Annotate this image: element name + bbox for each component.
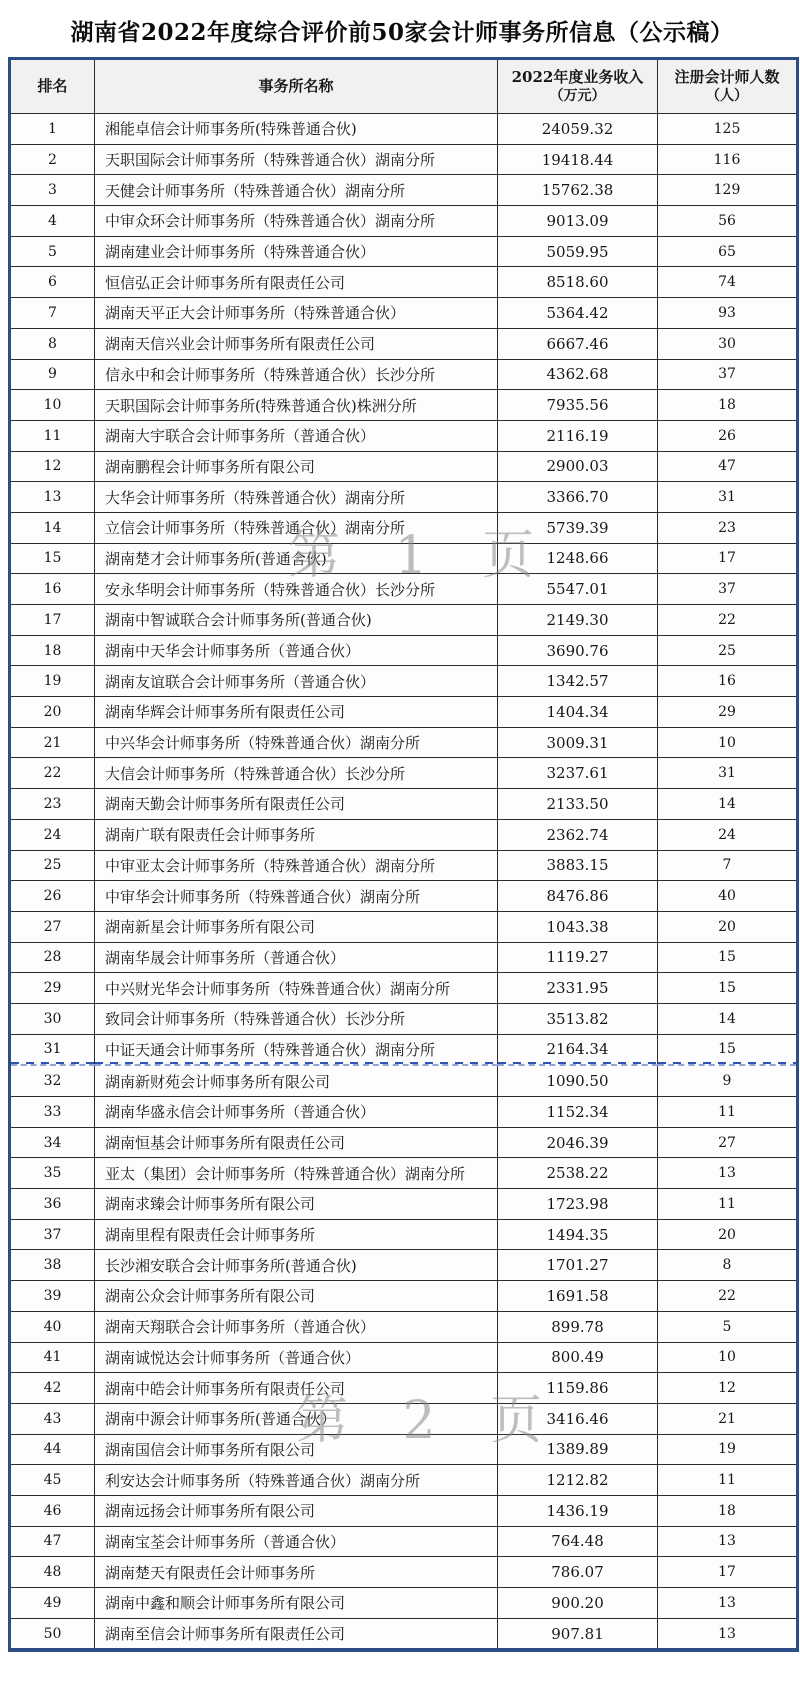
rank-cell: 49 [10,1588,95,1619]
rank-cell: 45 [10,1465,95,1496]
table-row [10,175,798,206]
page-title: 湖南省2022年度综合评价前50家会计师事务所信息（公示稿） [70,19,734,46]
cpa-count-cell: 27 [658,1127,798,1158]
firm-name-cell: 天职国际会计师事务所(特殊普通合伙)株洲分所 [95,390,498,421]
firm-name-cell: 湖南华辉会计师事务所有限责任公司 [95,697,498,728]
rank-cell: 36 [10,1189,95,1220]
rank-cell: 32 [10,1065,95,1096]
firm-name-cell: 中审亚太会计师事务所（特殊普通合伙）湖南分所 [95,850,498,881]
rank-cell: 41 [10,1342,95,1373]
revenue-cell: 3237.61 [498,758,658,789]
cpa-count-cell: 19 [658,1434,798,1465]
table-row [10,1281,798,1312]
revenue-cell: 5364.42 [498,298,658,329]
table-row [10,605,798,636]
rank-cell: 21 [10,727,95,758]
revenue-cell: 8518.60 [498,267,658,298]
cpa-count-cell: 15 [658,1034,798,1065]
table-row [10,390,798,421]
firm-name-cell: 湖南中鑫和顺会计师事务所有限公司 [95,1588,498,1619]
firm-name-cell: 湖南中源会计师事务所(普通合伙） [95,1403,498,1434]
column-header-revenue-label: 2022年度业务收入 [511,67,644,86]
table-row [10,911,798,942]
table-row [10,267,798,298]
rank-cell: 43 [10,1403,95,1434]
firm-name-cell: 大华会计师事务所（特殊普通合伙）湖南分所 [95,482,498,513]
firm-name-cell: 湖南国信会计师事务所有限公司 [95,1434,498,1465]
rank-cell: 19 [10,666,95,697]
watermark-page-2: 第 2 页 [296,1391,547,1451]
cpa-count-cell: 18 [658,1495,798,1526]
firm-name-cell: 湖南求臻会计师事务所有限公司 [95,1189,498,1220]
revenue-cell: 1090.50 [498,1065,658,1096]
table-row [10,666,798,697]
firm-name-cell: 湖南楚才会计师事务所(普通合伙) [95,543,498,574]
cpa-count-cell: 5 [658,1311,798,1342]
cpa-count-cell: 93 [658,298,798,329]
revenue-cell: 1342.57 [498,666,658,697]
revenue-cell: 899.78 [498,1311,658,1342]
rank-cell: 46 [10,1495,95,1526]
firm-name-cell: 湖南远扬会计师事务所有限公司 [95,1495,498,1526]
table-row [10,420,798,451]
table-row [10,328,798,359]
table-row [10,850,798,881]
column-header-revenue [498,59,658,114]
firm-name-cell: 中审众环会计师事务所（特殊普通合伙）湖南分所 [95,206,498,237]
rank-cell: 6 [10,267,95,298]
table-row [10,789,798,820]
revenue-cell: 2362.74 [498,819,658,850]
rank-cell: 44 [10,1434,95,1465]
revenue-cell: 19418.44 [498,144,658,175]
cpa-count-cell: 40 [658,881,798,912]
rank-cell: 4 [10,206,95,237]
cpa-count-cell: 129 [658,175,798,206]
revenue-cell: 907.81 [498,1618,658,1650]
table-row [10,1618,798,1650]
table-row [10,1465,798,1496]
table-row [10,819,798,850]
firm-name-cell: 湖南中天华会计师事务所（普通合伙） [95,635,498,666]
revenue-cell: 1043.38 [498,911,658,942]
firm-name-cell: 湖南中智诚联合会计师事务所(普通合伙) [95,605,498,636]
rank-cell: 50 [10,1618,95,1650]
revenue-cell: 2149.30 [498,605,658,636]
table-row [10,1311,798,1342]
table-row [10,144,798,175]
firm-name-cell: 湖南诚悦达会计师事务所（普通合伙） [95,1342,498,1373]
cpa-count-cell: 20 [658,911,798,942]
revenue-cell: 1436.19 [498,1495,658,1526]
firm-name-cell: 亚太（集团）会计师事务所（特殊普通合伙）湖南分所 [95,1158,498,1189]
column-header-cpa-count-unit: （人） [706,88,748,105]
firm-name-cell: 中证天通会计师事务所（特殊普通合伙）湖南分所 [95,1034,498,1065]
firm-name-cell: 天健会计师事务所（特殊普通合伙）湖南分所 [95,175,498,206]
rank-cell: 5 [10,236,95,267]
rank-cell: 18 [10,635,95,666]
rank-cell: 14 [10,512,95,543]
revenue-cell: 7935.56 [498,390,658,421]
revenue-cell: 3366.70 [498,482,658,513]
rank-cell: 12 [10,451,95,482]
firm-name-cell: 湖南天翔联合会计师事务所（普通合伙） [95,1311,498,1342]
firm-name-cell: 湖南公众会计师事务所有限公司 [95,1281,498,1312]
table-row [10,1588,798,1619]
rank-cell: 30 [10,1003,95,1034]
table-row [10,1158,798,1189]
revenue-cell: 1691.58 [498,1281,658,1312]
rank-cell: 23 [10,789,95,820]
cpa-count-cell: 37 [658,359,798,390]
firm-name-cell: 中审华会计师事务所（特殊普通合伙）湖南分所 [95,881,498,912]
column-header-cpa-count-label: 注册会计师人数 [674,67,780,86]
revenue-cell: 1494.35 [498,1219,658,1250]
table-row [10,114,798,145]
firm-name-cell: 湖南天勤会计师事务所有限责任公司 [95,789,498,820]
firm-name-cell: 天职国际会计师事务所（特殊普通合伙）湖南分所 [95,144,498,175]
table-row [10,1250,798,1281]
table-row [10,1097,798,1128]
table-row [10,1219,798,1250]
table-row [10,635,798,666]
table-row [10,236,798,267]
cpa-count-cell: 23 [658,512,798,543]
cpa-count-cell: 26 [658,420,798,451]
table-row [10,574,798,605]
firm-name-cell: 湖南楚天有限责任会计师事务所 [95,1557,498,1588]
rank-cell: 16 [10,574,95,605]
revenue-cell: 9013.09 [498,206,658,237]
table-row [10,1003,798,1034]
cpa-count-cell: 22 [658,1281,798,1312]
table-row [10,298,798,329]
revenue-cell: 24059.32 [498,114,658,145]
firm-name-cell: 湖南天平正大会计师事务所（特殊普通合伙） [95,298,498,329]
rank-cell: 33 [10,1097,95,1128]
rank-cell: 1 [10,114,95,145]
cpa-count-cell: 15 [658,973,798,1004]
cpa-count-cell: 65 [658,236,798,267]
table-row [10,543,798,574]
revenue-cell: 764.48 [498,1526,658,1557]
header-row [10,59,798,114]
cpa-count-cell: 29 [658,697,798,728]
revenue-cell: 1119.27 [498,942,658,973]
cpa-count-cell: 10 [658,727,798,758]
cpa-count-cell: 11 [658,1189,798,1220]
firm-name-cell: 立信会计师事务所（特殊普通合伙）湖南分所 [95,512,498,543]
firm-name-cell: 长沙湘安联合会计师事务所(普通合伙) [95,1250,498,1281]
firm-name-cell: 湖南天信兴业会计师事务所有限责任公司 [95,328,498,359]
table-row [10,942,798,973]
cpa-count-cell: 37 [658,574,798,605]
firm-name-cell: 利安达会计师事务所（特殊普通合伙）湖南分所 [95,1465,498,1496]
rank-cell: 34 [10,1127,95,1158]
rank-cell: 40 [10,1311,95,1342]
revenue-cell: 800.49 [498,1342,658,1373]
cpa-count-cell: 7 [658,850,798,881]
rank-cell: 8 [10,328,95,359]
revenue-cell: 1723.98 [498,1189,658,1220]
firm-name-cell: 湖南广联有限责任会计师事务所 [95,819,498,850]
firm-name-cell: 安永华明会计师事务所（特殊普通合伙）长沙分所 [95,574,498,605]
table-row [10,1189,798,1220]
revenue-cell: 786.07 [498,1557,658,1588]
cpa-count-cell: 30 [658,328,798,359]
cpa-count-cell: 11 [658,1097,798,1128]
revenue-cell: 5739.39 [498,512,658,543]
cpa-count-cell: 116 [658,144,798,175]
rank-cell: 35 [10,1158,95,1189]
cpa-count-cell: 20 [658,1219,798,1250]
firm-name-cell: 湖南新财苑会计师事务所有限公司 [95,1065,498,1096]
table-row [10,1403,798,1434]
firm-name-cell: 中兴财光华会计师事务所（特殊普通合伙）湖南分所 [95,973,498,1004]
revenue-cell: 1159.86 [498,1373,658,1404]
column-header-cpa-count [658,59,798,114]
cpa-count-cell: 125 [658,114,798,145]
revenue-cell: 2133.50 [498,789,658,820]
table-row [10,881,798,912]
rank-cell: 22 [10,758,95,789]
firm-name-cell: 湖南至信会计师事务所有限责任公司 [95,1618,498,1650]
firm-name-cell: 湖南华盛永信会计师事务所（普通合伙） [95,1097,498,1128]
firms-table [8,57,799,1652]
rank-cell: 31 [10,1034,95,1065]
column-header-revenue-unit: （万元） [549,88,606,105]
firm-name-cell: 湖南新星会计师事务所有限公司 [95,911,498,942]
rank-cell: 15 [10,543,95,574]
cpa-count-cell: 13 [658,1588,798,1619]
rank-cell: 37 [10,1219,95,1250]
revenue-cell: 15762.38 [498,175,658,206]
watermark-page-1: 第 1 页 [288,526,539,586]
table-row [10,1065,798,1096]
rank-cell: 27 [10,911,95,942]
firm-name-cell: 中兴华会计师事务所（特殊普通合伙）湖南分所 [95,727,498,758]
firm-name-cell: 湖南友谊联合会计师事务所（普通合伙） [95,666,498,697]
rank-cell: 10 [10,390,95,421]
rank-cell: 11 [10,420,95,451]
rank-cell: 3 [10,175,95,206]
table-row [10,1127,798,1158]
cpa-count-cell: 17 [658,543,798,574]
cpa-count-cell: 14 [658,1003,798,1034]
rank-cell: 28 [10,942,95,973]
table-row [10,512,798,543]
table-row [10,727,798,758]
rank-cell: 7 [10,298,95,329]
revenue-cell: 6667.46 [498,328,658,359]
rank-cell: 26 [10,881,95,912]
rank-cell: 29 [10,973,95,1004]
table-row [10,1434,798,1465]
firm-name-cell: 湖南中皓会计师事务所有限责任公司 [95,1373,498,1404]
revenue-cell: 1404.34 [498,697,658,728]
firm-name-cell: 湖南里程有限责任会计师事务所 [95,1219,498,1250]
revenue-cell: 3416.46 [498,1403,658,1434]
table-row [10,1557,798,1588]
revenue-cell: 2900.03 [498,451,658,482]
table-body [10,114,798,1651]
cpa-count-cell: 21 [658,1403,798,1434]
cpa-count-cell: 74 [658,267,798,298]
table-row [10,451,798,482]
revenue-cell: 4362.68 [498,359,658,390]
revenue-cell: 1152.34 [498,1097,658,1128]
cpa-count-cell: 8 [658,1250,798,1281]
table-row [10,1342,798,1373]
table-row [10,973,798,1004]
rank-cell: 42 [10,1373,95,1404]
cpa-count-cell: 16 [658,666,798,697]
revenue-cell: 3690.76 [498,635,658,666]
firm-name-cell: 湖南鹏程会计师事务所有限公司 [95,451,498,482]
rank-cell: 20 [10,697,95,728]
cpa-count-cell: 24 [658,819,798,850]
revenue-cell: 3009.31 [498,727,658,758]
column-header-firm-name [95,59,498,114]
revenue-cell: 1248.66 [498,543,658,574]
revenue-cell: 2046.39 [498,1127,658,1158]
firm-name-cell: 信永中和会计师事务所（特殊普通合伙）长沙分所 [95,359,498,390]
revenue-cell: 2116.19 [498,420,658,451]
rank-cell: 13 [10,482,95,513]
rank-cell: 25 [10,850,95,881]
cpa-count-cell: 11 [658,1465,798,1496]
table-row [10,359,798,390]
cpa-count-cell: 13 [658,1158,798,1189]
revenue-cell: 1212.82 [498,1465,658,1496]
revenue-cell: 2164.34 [498,1034,658,1065]
rank-cell: 17 [10,605,95,636]
cpa-count-cell: 9 [658,1065,798,1096]
firm-name-cell: 湖南建业会计师事务所（特殊普通合伙） [95,236,498,267]
cpa-count-cell: 12 [658,1373,798,1404]
rank-cell: 47 [10,1526,95,1557]
table-row [10,697,798,728]
table-row [10,1495,798,1526]
rank-cell: 38 [10,1250,95,1281]
cpa-count-cell: 14 [658,789,798,820]
revenue-cell: 2331.95 [498,973,658,1004]
column-header-rank-label: 排名 [37,76,68,95]
table-header [10,59,798,114]
cpa-count-cell: 31 [658,758,798,789]
revenue-cell: 2538.22 [498,1158,658,1189]
cpa-count-cell: 17 [658,1557,798,1588]
cpa-count-cell: 15 [658,942,798,973]
rank-cell: 24 [10,819,95,850]
revenue-cell: 3883.15 [498,850,658,881]
table-row [10,1373,798,1404]
revenue-cell: 5547.01 [498,574,658,605]
firm-name-cell: 湖南大宇联合会计师事务所（普通合伙） [95,420,498,451]
cpa-count-cell: 25 [658,635,798,666]
table-row [10,1526,798,1557]
firm-name-cell: 湖南恒基会计师事务所有限责任公司 [95,1127,498,1158]
column-header-firm-name-label: 事务所名称 [258,76,334,95]
firm-name-cell: 湘能卓信会计师事务所(特殊普通合伙) [95,114,498,145]
rank-cell: 9 [10,359,95,390]
rank-cell: 39 [10,1281,95,1312]
table-row [10,206,798,237]
rank-cell: 48 [10,1557,95,1588]
revenue-cell: 3513.82 [498,1003,658,1034]
rank-cell: 2 [10,144,95,175]
revenue-cell: 1701.27 [498,1250,658,1281]
revenue-cell: 900.20 [498,1588,658,1619]
cpa-count-cell: 13 [658,1618,798,1650]
cpa-count-cell: 56 [658,206,798,237]
table-row [10,758,798,789]
table-row [10,1034,798,1065]
revenue-cell: 8476.86 [498,881,658,912]
cpa-count-cell: 22 [658,605,798,636]
revenue-cell: 5059.95 [498,236,658,267]
cpa-count-cell: 10 [658,1342,798,1373]
firm-name-cell: 恒信弘正会计师事务所有限责任公司 [95,267,498,298]
firm-name-cell: 湖南宝荃会计师事务所（普通合伙） [95,1526,498,1557]
cpa-count-cell: 47 [658,451,798,482]
cpa-count-cell: 13 [658,1526,798,1557]
firm-name-cell: 大信会计师事务所（特殊普通合伙）长沙分所 [95,758,498,789]
revenue-cell: 1389.89 [498,1434,658,1465]
cpa-count-cell: 31 [658,482,798,513]
column-header-rank [10,59,95,114]
firm-name-cell: 致同会计师事务所（特殊普通合伙）长沙分所 [95,1003,498,1034]
cpa-count-cell: 18 [658,390,798,421]
firm-name-cell: 湖南华晟会计师事务所（普通合伙） [95,942,498,973]
table-row [10,482,798,513]
